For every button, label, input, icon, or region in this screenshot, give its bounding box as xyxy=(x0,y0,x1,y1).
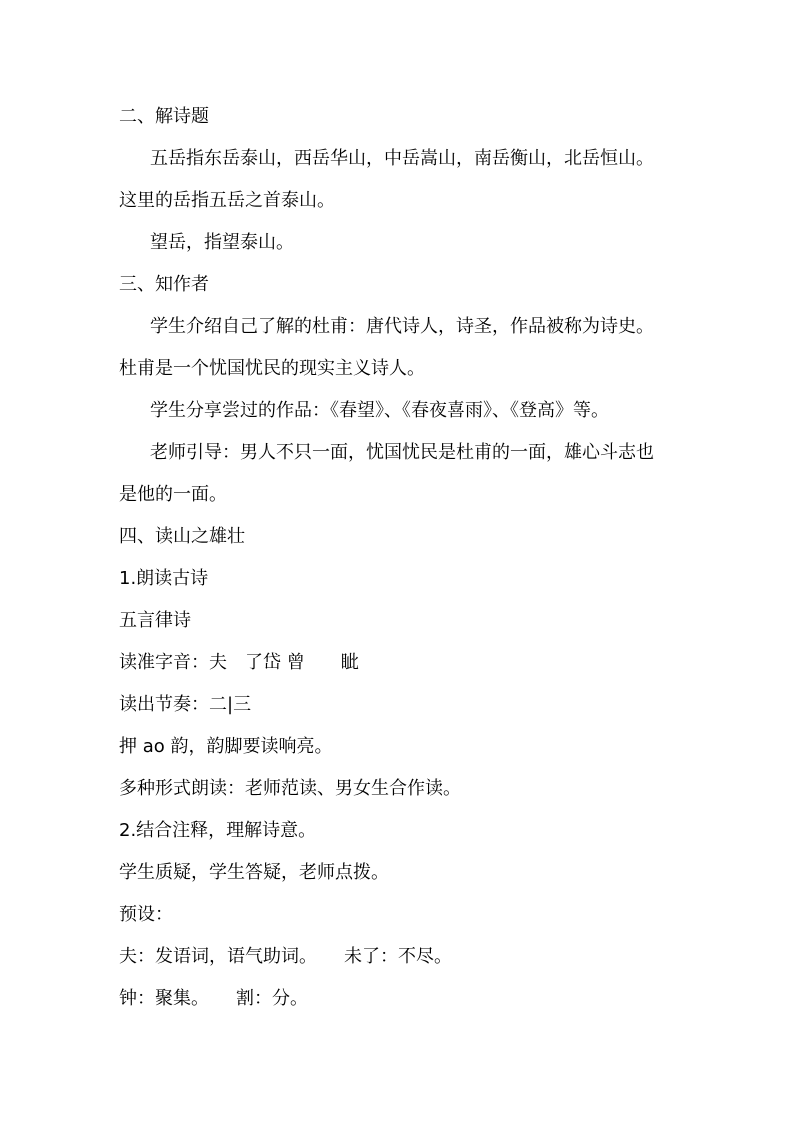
text-question-answer: 学生质疑，学生答疑，老师点拨。 xyxy=(119,862,389,883)
heading-interpret-title: 二、解诗题 xyxy=(119,106,209,127)
text-pronunciation: 读准字音：夫 了岱 曾 眦 xyxy=(119,652,359,673)
text-preset: 预设： xyxy=(119,904,173,925)
paragraph-teacher-guide-cont: 是他的一面。 xyxy=(119,484,227,505)
paragraph-five-mountains: 五岳指东岳泰山，西岳华山，中岳嵩山，南岳衡山，北岳恒山。 xyxy=(150,148,654,169)
subheading-read-poem: 1.朗读古诗 xyxy=(119,568,209,589)
paragraph-teacher-guide: 老师引导：男人不只一面，忧国忧民是杜甫的一面，雄心斗志也 xyxy=(150,442,654,463)
heading-know-author: 三、知作者 xyxy=(119,274,209,295)
paragraph-wangyue: 望岳，指望泰山。 xyxy=(150,232,294,253)
text-rhyme: 押 ao 韵，韵脚要读响亮。 xyxy=(119,736,333,757)
heading-read-mountain: 四、读山之雄壮 xyxy=(119,526,245,547)
subheading-understand-poem: 2.结合注释，理解诗意。 xyxy=(119,820,317,841)
text-poem-form: 五言律诗 xyxy=(119,610,191,631)
paragraph-five-mountains-cont: 这里的岳指五岳之首泰山。 xyxy=(119,190,335,211)
text-gloss-fu: 夫：发语词，语气助词。 未了：不尽。 xyxy=(119,946,452,967)
paragraph-dufu-intro-cont: 杜甫是一个忧国忧民的现实主义诗人。 xyxy=(119,358,425,379)
paragraph-dufu-intro: 学生介绍自己了解的杜甫：唐代诗人，诗圣，作品被称为诗史。 xyxy=(150,316,654,337)
text-reading-forms: 多种形式朗读：老师范读、男女生合作读。 xyxy=(119,778,461,799)
text-rhythm: 读出节奏：二|三 xyxy=(119,694,252,715)
paragraph-works-shared: 学生分享尝过的作品：《春望》、《春夜喜雨》、《登高》等。 xyxy=(150,400,609,421)
text-gloss-zhong: 钟：聚集。 割：分。 xyxy=(119,988,308,1009)
